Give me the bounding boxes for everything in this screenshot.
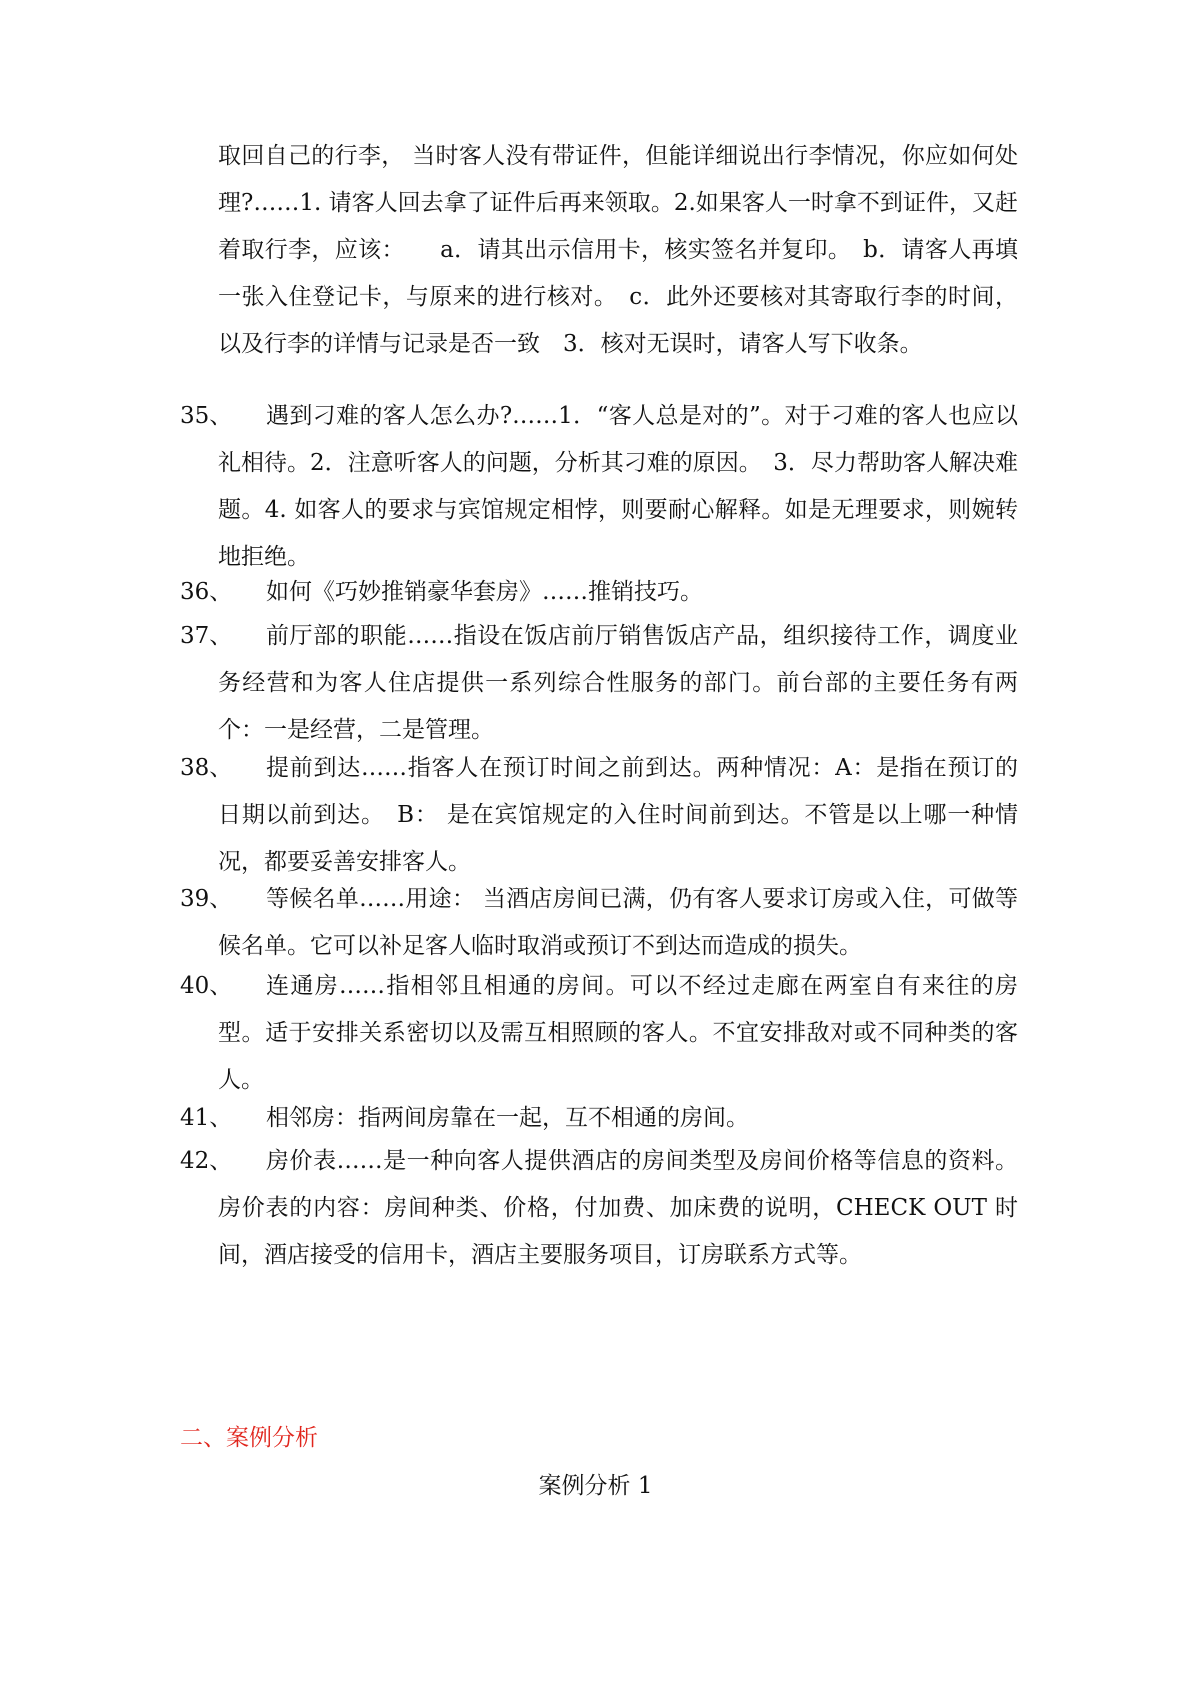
section-heading: 二、案例分析 [180,1425,318,1451]
item-text: 如何《巧妙推销豪华套房》……推销技巧。 [266,579,703,605]
list-item-38 [180,745,1018,886]
list-item-36 [180,569,1018,616]
item-text: 遇到刁难的客人怎么办?……1．“客人总是对的”。对于刁难的客人也应以礼相待。2．注意听客人的问题，分析其刁难的原因。 3．尽力帮助客人解决难题。4. 如客人的要求与宾馆规定相悖，则要耐心解释。如是无理要求，则婉转地拒绝。 [218,403,1018,570]
item-text: 提前到达……指客人在预订时间之前到达。两种情况：A：是指在预订的日期以前到达。 B： 是在宾馆规定的入住时间前到达。不管是以上哪一种情况，都要妥善安排客人。 [218,755,1018,875]
item-number: 40、 [180,973,233,999]
case-title: 案例分析 1 [538,1473,653,1499]
item-text: 相邻房：指两间房靠在一起，互不相通的房间。 [266,1105,749,1131]
item-number: 37、 [180,623,233,649]
item-text: 连通房……指相邻且相通的房间。可以不经过走廊在两室自有来往的房型。适于安排关系密切以及需互相照顾的客人。不宜安排敌对或不同种类的客人。 [218,973,1018,1093]
item-number: 41、 [180,1105,233,1131]
item-text: 前厅部的职能……指设在饭店前厅销售饭店产品，组织接待工作，调度业务经营和为客人住店提供一系列综合性服务的部门。前台部的主要任务有两个：一是经营，二是管理。 [218,623,1018,743]
item-number: 36、 [180,579,233,605]
continuation-paragraph: 取回自己的行李， 当时客人没有带证件，但能详细说出行李情况，你应如何处理?……1. 请客人回去拿了证件后再来领取。2.如果客人一时拿不到证件，又赶着取行李，应该： a．请其出示信用卡，核实签名并复印。 b．请客人再填一张入住登记卡，与原来的进行核对。 c．此外还要核对其寄取行李的时间，以及行李的详情与记录是否一致 3．核对无误时，请客人写下收条。 [218,143,1018,357]
list-item-37 [180,613,1018,754]
item-number: 42、 [180,1148,233,1174]
item-number: 39、 [180,886,233,912]
item-number: 38、 [180,755,233,781]
list-item-35 [180,393,1018,581]
list-item-42 [180,1138,1018,1279]
item-text: 房价表……是一种向客人提供酒店的房间类型及房间价格等信息的资料。房价表的内容：房间种类、价格，付加费、加床费的说明，CHECK OUT 时间，酒店接受的信用卡，酒店主要服务项目，订房联系方式等。 [218,1148,1018,1268]
list-item-41 [180,1095,1018,1142]
list-item-39 [180,876,1018,970]
item-number: 35、 [180,403,233,429]
item-text: 等候名单……用途： 当酒店房间已满，仍有客人要求订房或入住，可做等候名单。它可以补足客人临时取消或预订不到达而造成的损失。 [218,886,1018,959]
list-item-40 [180,963,1018,1104]
